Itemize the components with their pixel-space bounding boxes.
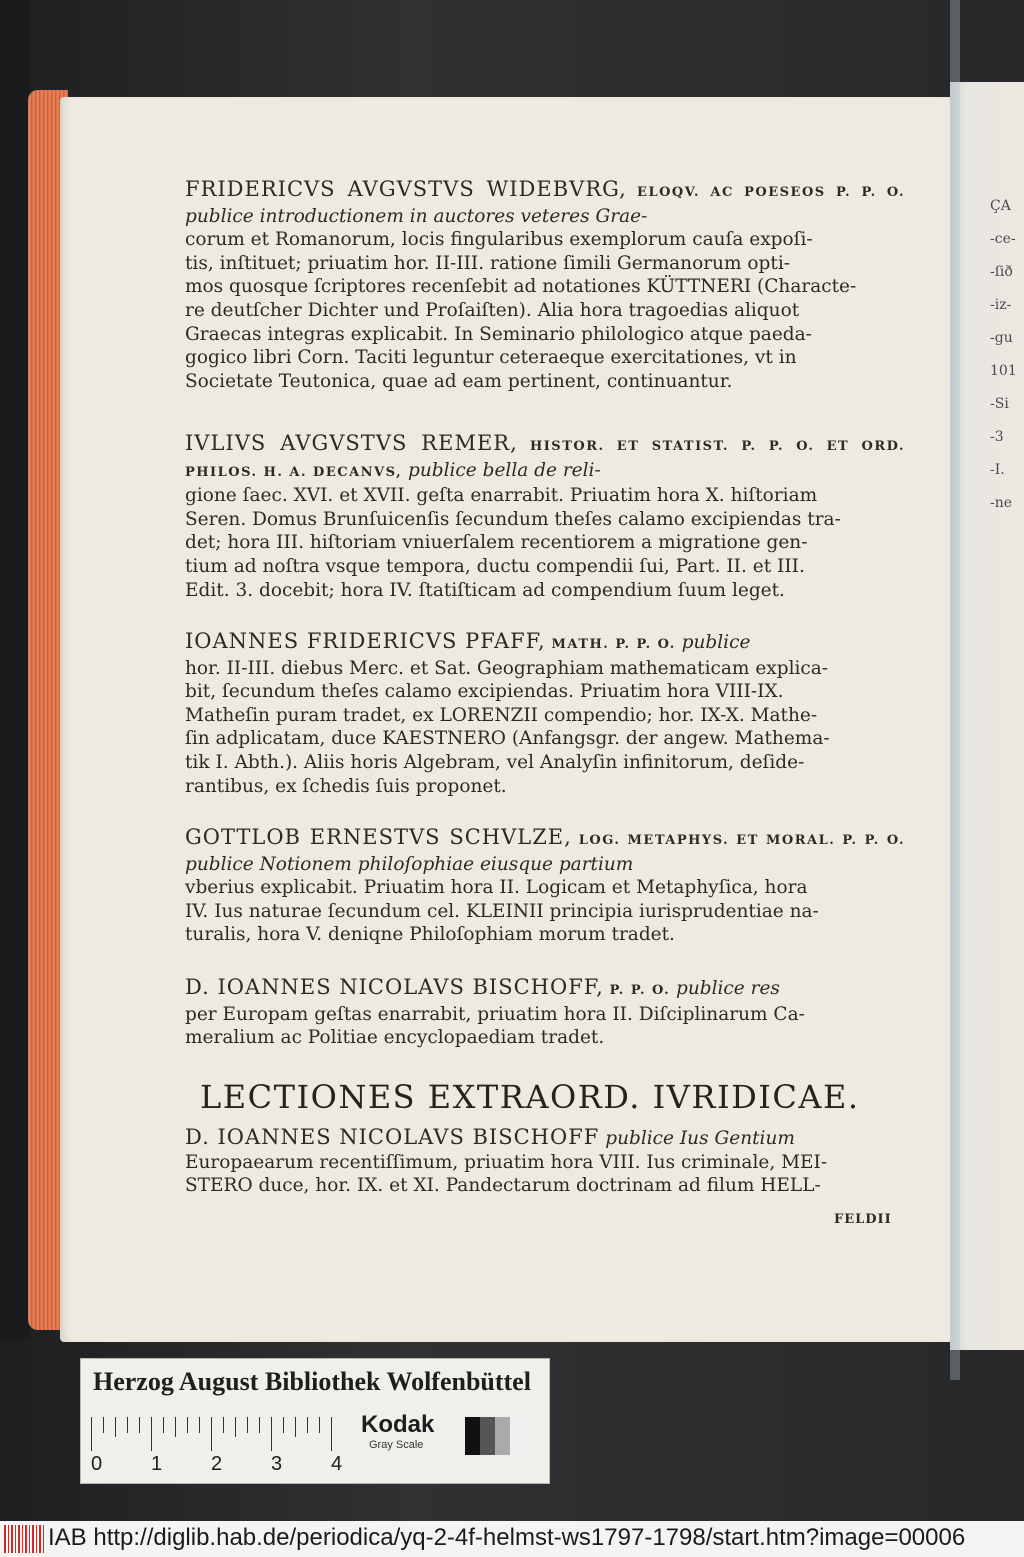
- ruler-tick: [247, 1417, 248, 1433]
- professor-name: FRIDERICVS AVGVSTVS WIDEBVRG,: [185, 177, 627, 201]
- swatch: [480, 1417, 495, 1455]
- paragraph-extraordinary: [185, 1126, 905, 1198]
- fragment: -I.: [990, 462, 1005, 478]
- text-line: hor. II-III. diebus Merc. et Sat. Geographiam mathematicam explica-: [185, 657, 829, 679]
- ruler-tick: [307, 1417, 308, 1433]
- paragraph-wideburg: [185, 178, 905, 393]
- barcode-icon: [4, 1525, 44, 1553]
- text-line: Edit. 3. docebit; hora IV. ſtatiſticam ad compendium ſuum leget.: [185, 579, 785, 601]
- fragment: -ſið: [990, 264, 1013, 280]
- ruler-tick: [199, 1417, 200, 1433]
- text-line: ſin adplicatam, duce KAESTNERO (Anfangsgr. der angew. Mathema-: [185, 728, 830, 750]
- section-heading: LECTIONES EXTRAORD. IVRIDICAE.: [200, 1078, 860, 1116]
- ruler-tick: [187, 1417, 188, 1433]
- text-line: vberius explicabit. Priuatim hora II. Logicam et Metaphyſica, hora: [185, 877, 808, 899]
- swatch: [510, 1417, 525, 1455]
- text-line: publice: [681, 632, 751, 653]
- color-reference-card: [80, 1358, 550, 1484]
- text-line: Europaearum recentiſſimum, priuatim hora VIII. Ius criminale, MEI-: [185, 1151, 828, 1173]
- paragraph-pfaff: [185, 630, 905, 798]
- ruler-tick: [283, 1417, 284, 1433]
- text-line: bit, ſecundum theſes calamo excipiendas. Priuatim hora VIII-IX.: [185, 681, 784, 703]
- text-line: turalis, hora V. deniqne Philoſophiam morum tradet.: [185, 924, 675, 946]
- ruler-tick: [331, 1417, 332, 1451]
- text-line: publice res: [676, 978, 780, 999]
- kodak-logo: Kodak: [361, 1411, 435, 1438]
- paragraph-remer: [185, 432, 905, 602]
- glass-plate-edge: [950, 0, 960, 1380]
- ruler-tick: [163, 1417, 164, 1433]
- text-line: tis, inſtituet; priuatim hor. II-III. ratione ſimili Germanorum opti-: [185, 252, 790, 274]
- fragment: -iz-: [990, 297, 1012, 313]
- text-line: STERO duce, hor. IX. et XI. Pandectarum doctrinam ad filum HELL-: [185, 1175, 821, 1197]
- professor-title: ELOQV. AC POESEOS P. P. O.: [637, 185, 906, 200]
- url-text[interactable]: IAB http://diglib.hab.de/periodica/yq-2-4f-helmst-ws1797-1798/start.htm?image=00006: [48, 1524, 966, 1551]
- ruler-tick: [103, 1417, 104, 1433]
- ruler-tick: [139, 1417, 140, 1433]
- ruler-tick: [115, 1417, 116, 1437]
- fragment: 101: [990, 363, 1017, 379]
- ruler-tick: [223, 1417, 224, 1433]
- swatch: [465, 1417, 480, 1455]
- text-line: Seren. Domus Brunſuicenſis ſecundum theſes calamo excipiendas tra-: [185, 508, 841, 530]
- ruler-tick: [151, 1417, 152, 1451]
- ruler-tick: [295, 1417, 296, 1437]
- ruler-tick: [319, 1417, 320, 1433]
- fragment: -Si: [990, 396, 1009, 412]
- ruler-number: 4: [331, 1453, 343, 1475]
- text-line: tik I. Abth.). Aliis horis Algebram, vel Analyſin infinitorum, deſide-: [185, 751, 805, 773]
- ruler-number: 1: [151, 1453, 163, 1475]
- library-name: Herzog August Bibliothek Wolfenbüttel: [93, 1367, 531, 1396]
- professor-name: D. IOANNES NICOLAVS BISCHOFF: [185, 1125, 600, 1149]
- text-line: gogico libri Corn. Taciti leguntur ceteraeque exercitationes, vt in: [185, 347, 797, 369]
- text-line: per Europam geſtas enarrabit, priuatim hora II. Diſciplinarum Ca-: [185, 1003, 805, 1025]
- ruler-number: 0: [91, 1453, 103, 1475]
- professor-name: D. IOANNES NICOLAVS BISCHOFF,: [185, 975, 604, 999]
- text-line: publice Ius Gentium: [605, 1128, 795, 1149]
- fragment: ÇA: [990, 198, 1011, 214]
- ruler-number: 2: [211, 1453, 223, 1475]
- professor-title: P. P. O.: [609, 983, 671, 998]
- swatch: [495, 1417, 510, 1455]
- text-line: publice bella de reli-: [407, 459, 601, 481]
- url-footer: [0, 1521, 1024, 1557]
- ruler-tick: [175, 1417, 176, 1437]
- fragment: -3: [990, 429, 1004, 445]
- text-line: Matheſin puram tradet, ex LORENZII compendio; hor. IX-X. Mathe-: [185, 704, 818, 726]
- text-line: det; hora III. hiſtoriam vniuerſalem recentiorem a migratione gen-: [185, 532, 808, 554]
- professor-name: IVLIVS AVGVSTVS REMER,: [185, 431, 518, 455]
- ruler-number: 3: [271, 1453, 283, 1475]
- text-line: publice introductionem in auctores veteres Grae-: [185, 205, 648, 227]
- gray-scale-label: Gray Scale: [369, 1439, 424, 1451]
- text-line: mos quosque ſcriptores recenſebit ad notationes KÜTTNERI (Characte-: [185, 276, 857, 298]
- gray-swatches: [465, 1417, 525, 1455]
- fragment: -ce-: [990, 231, 1016, 247]
- ruler-numbers: [91, 1453, 391, 1477]
- ruler: [91, 1417, 351, 1451]
- text-line: tium ad noſtra vsque tempora, ductu compendii ſui, Part. II. et III.: [185, 555, 805, 577]
- text-line: re deutſcher Dichter und Proſaiſten). Alia hora tragoedias aliquot: [185, 299, 800, 321]
- fragment: -ne: [990, 495, 1013, 511]
- paragraph-schulze: [185, 826, 905, 947]
- ruler-tick: [127, 1417, 128, 1433]
- text-line: gione ſaec. XVI. et XVII. geſta enarrabit. Priuatim hora X. hiſtoriam: [185, 485, 818, 507]
- professor-name: GOTTLOB ERNESTVS SCHVLZE,: [185, 825, 572, 849]
- catchword: FELDII: [834, 1212, 892, 1227]
- text-line: Graecas integras explicabit. In Seminario philologico atque paeda-: [185, 323, 812, 345]
- ruler-tick: [235, 1417, 236, 1437]
- ruler-tick: [211, 1417, 212, 1451]
- ruler-tick: [259, 1417, 260, 1433]
- text-line: corum et Romanorum, locis fingularibus exemplorum cauſa expoſi-: [185, 229, 813, 251]
- text-line: rantibus, ex ſchedis ſuis proponet.: [185, 775, 507, 797]
- text-line: publice Notionem philoſophiae eiusque partium: [185, 853, 634, 875]
- text-line: IV. Ius naturae ſecundum cel. KLEINII principia iurisprudentiae na-: [185, 900, 819, 922]
- professor-title: HISTOR. ET STATIST. P. P. O. ET ORD. PHILOS. H. A. DECANVS,: [185, 439, 905, 480]
- text-line: Societate Teutonica, quae ad eam pertinent, continuantur.: [185, 370, 733, 392]
- dark-edge: [0, 0, 30, 1340]
- text-line: meralium ac Politiae encyclopaediam tradet.: [185, 1027, 605, 1049]
- professor-title: LOG. METAPHYS. ET MORAL. P. P. O.: [578, 833, 905, 848]
- fragment: -gu: [990, 330, 1013, 346]
- paragraph-bischoff: [185, 976, 905, 1050]
- ruler-tick: [91, 1417, 92, 1451]
- ruler-tick: [271, 1417, 272, 1451]
- facing-page-fragments: [990, 190, 1024, 520]
- professor-title: MATH. P. P. O.: [551, 637, 676, 652]
- professor-name: IOANNES FRIDERICVS PFAFF,: [185, 629, 546, 653]
